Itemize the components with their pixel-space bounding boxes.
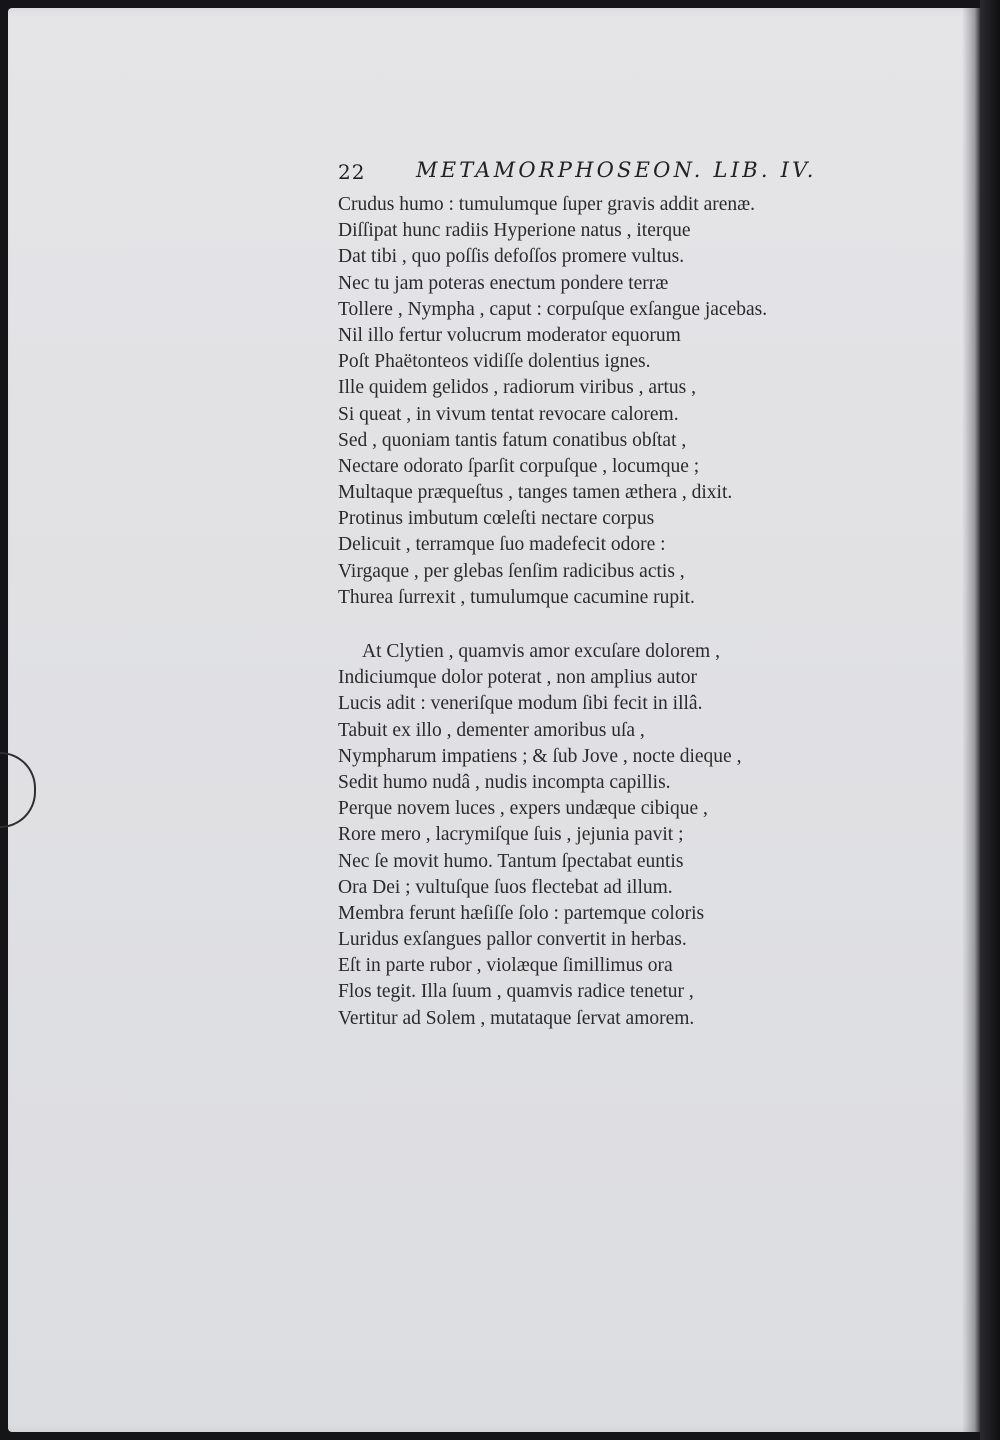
- verse-line: Virgaque , per glebas ſenſim radicibus actis ,: [338, 560, 685, 582]
- book-page: [8, 8, 980, 1432]
- stanza-break: [338, 611, 878, 639]
- verse-line: Poſt Phaëtonteos vidiſſe dolentius ignes.: [338, 351, 651, 373]
- verse-line: Sedit humo nudâ , nudis incompta capillis.: [338, 771, 671, 793]
- verse-line: Nil illo fertur volucrum moderator equorum: [338, 324, 681, 346]
- verse-line: Luridus exſangues pallor convertit in herbas.: [338, 929, 687, 951]
- verse-line: Protinus imbutum cœleſti nectare corpus: [338, 508, 655, 530]
- page-number: 22: [338, 160, 366, 184]
- verse-line: Flos tegit. Illa ſuum , quamvis radice tenetur ,: [338, 981, 694, 1003]
- verse-line: Delicuit , terramque ſuo madefecit odore :: [338, 534, 666, 556]
- verse-line: Thurea ſurrexit , tumulumque cacumine rupit.: [338, 586, 695, 608]
- verse-text: [338, 192, 878, 1032]
- verse-line: Dat tibi , quo poſſis defoſſos promere vultus.: [338, 246, 685, 268]
- stanza: [338, 192, 878, 611]
- verse-line: Crudus humo : tumulumque ſuper gravis addit arenæ.: [338, 194, 756, 215]
- page-header: [338, 156, 858, 190]
- stanza: [338, 639, 878, 1032]
- verse-line: Sed , quoniam tantis fatum conatibus obſtat ,: [338, 429, 687, 451]
- verse-line: Ora Dei ; vultuſque ſuos flectebat ad illum.: [338, 876, 673, 898]
- verse-line: Si queat , in vivum tentat revocare calorem.: [338, 403, 679, 425]
- verse-line: Nympharum impatiens ; & ſub Jove , nocte dieque ,: [338, 745, 742, 767]
- verse-line: Vertitur ad Solem , mutataque ſervat amorem.: [338, 1007, 695, 1029]
- verse-line: Eſt in parte rubor , violæque ſimillimus ora: [338, 955, 673, 977]
- verse-line: Nec ſe movit humo. Tantum ſpectabat euntis: [338, 850, 684, 872]
- verse-line: Perque novem luces , expers undæque cibique ,: [338, 798, 708, 820]
- verse-line: Membra ferunt hæſiſſe ſolo : partemque coloris: [338, 902, 705, 924]
- verse-line: Tabuit ex illo , dementer amoribus uſa ,: [338, 719, 645, 741]
- adjacent-page-edge: [980, 0, 1000, 1440]
- verse-line: Indiciumque dolor poterat , non amplius autor: [338, 667, 698, 689]
- verse-line: Rore mero , lacrymiſque ſuis , jejunia pavit ;: [338, 824, 684, 846]
- verse-line: Ille quidem gelidos , radiorum viribus , artus ,: [338, 377, 696, 399]
- verse-line: Tollere , Nympha , caput : corpuſque exſangue jacebas.: [338, 298, 768, 320]
- verse-line: Diſſipat hunc radiis Hyperione natus , iterque: [338, 220, 691, 242]
- verse-line: Lucis adit : veneriſque modum ſibi fecit in illâ.: [338, 693, 703, 715]
- verse-line: Multaque præqueſtus , tanges tamen æthera , dixit.: [338, 482, 733, 504]
- page-gutter-shadow: [962, 8, 980, 1432]
- verse-line: Nectare odorato ſparſit corpuſque , locumque ;: [338, 455, 700, 477]
- verse-line: At Clytien , quamvis amor excuſare dolorem ,: [362, 641, 720, 662]
- verse-line: Nec tu jam poteras enectum pondere terræ: [338, 272, 669, 294]
- running-title: METAMORPHOSEON. LIB. IV.: [416, 158, 817, 182]
